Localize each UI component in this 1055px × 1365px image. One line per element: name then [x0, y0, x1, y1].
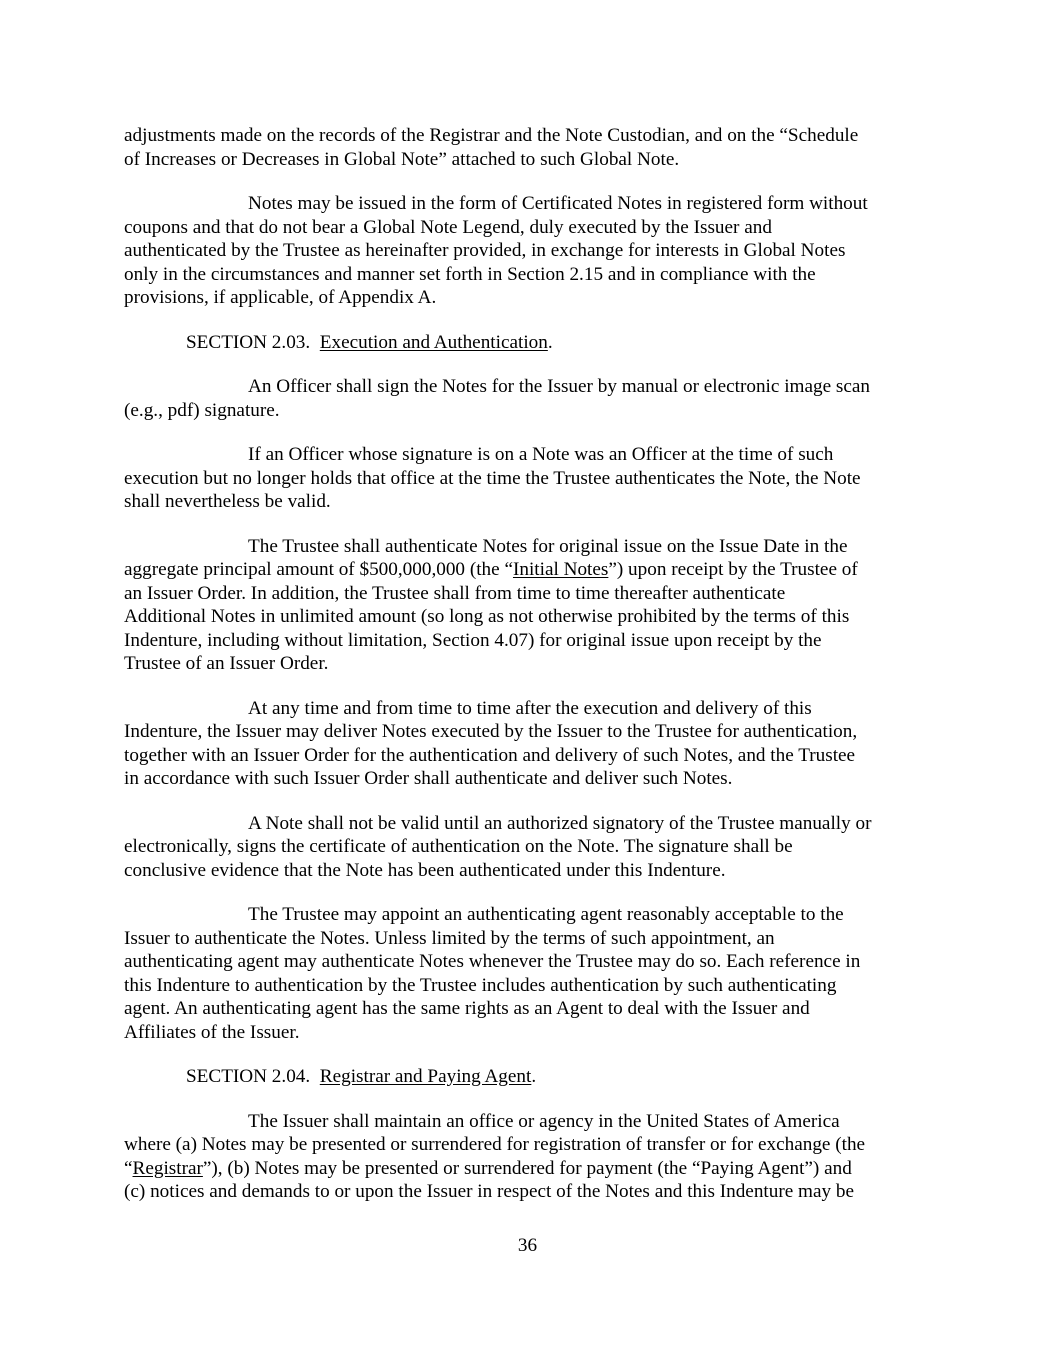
- text-line: provisions, if applicable, of Appendix A.: [124, 287, 437, 308]
- paragraph-initial-notes: [124, 535, 930, 676]
- section-number: SECTION 2.03.: [186, 331, 311, 353]
- defined-term-registrar: Registrar: [132, 1157, 203, 1179]
- text-line: adjustments made on the records of the Registrar and the Note Custodian, and on the “Schedule: [124, 125, 859, 146]
- text-line: agent. An authenticating agent has the same rights as an Agent to deal with the Issuer and: [124, 998, 810, 1019]
- text-line: Indenture, the Issuer may deliver Notes executed by the Issuer to the Trustee for authentication,: [124, 721, 858, 742]
- section-title-punctuation: .: [531, 1066, 537, 1087]
- text-line: shall nevertheless be valid.: [124, 491, 331, 512]
- text-line: this Indenture to authentication by the Trustee includes authentication by such authenticating: [124, 974, 837, 996]
- text-line: Additional Notes in unlimited amount (so long as not otherwise prohibited by the terms of this: [124, 606, 850, 627]
- text-fragment: aggregate principal amount of $500,000,000 (the “: [124, 559, 513, 580]
- section-title-punctuation: .: [547, 331, 553, 353]
- text-line: A Note shall not be valid until an authorized signatory of the Trustee manually or: [248, 812, 872, 834]
- paragraph-officer-signature: [124, 375, 930, 422]
- paragraph-valid-note: [124, 812, 930, 883]
- text-line: authenticating agent may authenticate Notes whenever the Trustee may do so. Each reference in: [124, 951, 861, 972]
- text-line: where (a) Notes may be presented or surrendered for registration of transfer or for exchange (the: [124, 1134, 866, 1155]
- text-line: conclusive evidence that the Note has been authenticated under this Indenture.: [124, 859, 726, 881]
- text-fragment: ”) upon receipt by the Trustee of: [608, 559, 858, 580]
- section-heading-line: [124, 331, 930, 355]
- paragraph-delivery: [124, 697, 930, 791]
- section-title: Execution and Authentication: [319, 331, 548, 353]
- text-line: Issuer to authenticate the Notes. Unless limited by the terms of such appointment, an: [124, 927, 775, 949]
- paragraph-certificated-notes: [124, 192, 930, 310]
- text-line: The Issuer shall maintain an office or agency in the United States of America: [248, 1110, 840, 1132]
- text-line: Notes may be issued in the form of Certificated Notes in registered form without: [248, 193, 868, 214]
- page-number: 36: [517, 1235, 538, 1256]
- section-heading-2-03: [124, 331, 930, 355]
- paragraph-officer-validity: [124, 443, 930, 514]
- text-line: an Issuer Order. In addition, the Trustee shall from time to time thereafter authenticate: [124, 582, 786, 604]
- text-fragment: “: [124, 1157, 133, 1179]
- text-line: Affiliates of the Issuer.: [124, 1021, 300, 1043]
- text-line: The Trustee may appoint an authenticating agent reasonably acceptable to the: [248, 904, 844, 925]
- text-line-with-defined-term: [124, 558, 930, 582]
- text-line: only in the circumstances and manner set forth in Section 2.15 and in compliance with the: [124, 263, 816, 285]
- section-number: SECTION 2.04.: [186, 1066, 311, 1087]
- text-fragment: ”), (b) Notes may be presented or surrendered for payment (the “Paying Agent”) and: [202, 1157, 852, 1179]
- paragraph-continuation: [124, 124, 930, 171]
- text-line: Indenture, including without limitation, Section 4.07) for original issue upon receipt by the: [124, 629, 822, 651]
- text-line: If an Officer whose signature is on a Note was an Officer at the time of such: [248, 444, 834, 465]
- defined-term-initial-notes: Initial Notes: [512, 559, 609, 580]
- text-line: The Trustee shall authenticate Notes for original issue on the Issue Date in the: [248, 535, 848, 557]
- text-line: coupons and that do not bear a Global Note Legend, duly executed by the Issuer and: [124, 216, 772, 238]
- section-heading-2-04: [124, 1065, 930, 1089]
- text-line: Trustee of an Issuer Order.: [124, 653, 329, 674]
- text-line: execution but no longer holds that office at the time the Trustee authenticates the Note, the Note: [124, 467, 861, 489]
- text-line: An Officer shall sign the Notes for the Issuer by manual or electronic image scan: [248, 376, 870, 397]
- section-title: Registrar and Paying Agent: [319, 1066, 532, 1087]
- paragraph-authenticating-agent: [124, 903, 930, 1044]
- text-line: (e.g., pdf) signature.: [124, 399, 280, 421]
- text-line: of Increases or Decreases in Global Note” attached to such Global Note.: [124, 148, 680, 170]
- text-line: electronically, signs the certificate of authentication on the Note. The signature shall be: [124, 836, 793, 857]
- section-heading-line: [124, 1065, 930, 1089]
- text-line: authenticated by the Trustee as hereinafter provided, in exchange for interests in Global Notes: [124, 240, 846, 261]
- paragraph-registrar-office: [124, 1110, 930, 1204]
- text-line: At any time and from time to time after the execution and delivery of this: [248, 697, 812, 719]
- text-line: (c) notices and demands to or upon the Issuer in respect of the Notes and this Indenture may be: [124, 1181, 854, 1202]
- text-line: in accordance with such Issuer Order shall authenticate and deliver such Notes.: [124, 768, 733, 789]
- text-line: together with an Issuer Order for the authentication and delivery of such Notes, and the Trustee: [124, 744, 856, 766]
- text-line-with-defined-term: [124, 1157, 930, 1181]
- document-page: [124, 124, 930, 1225]
